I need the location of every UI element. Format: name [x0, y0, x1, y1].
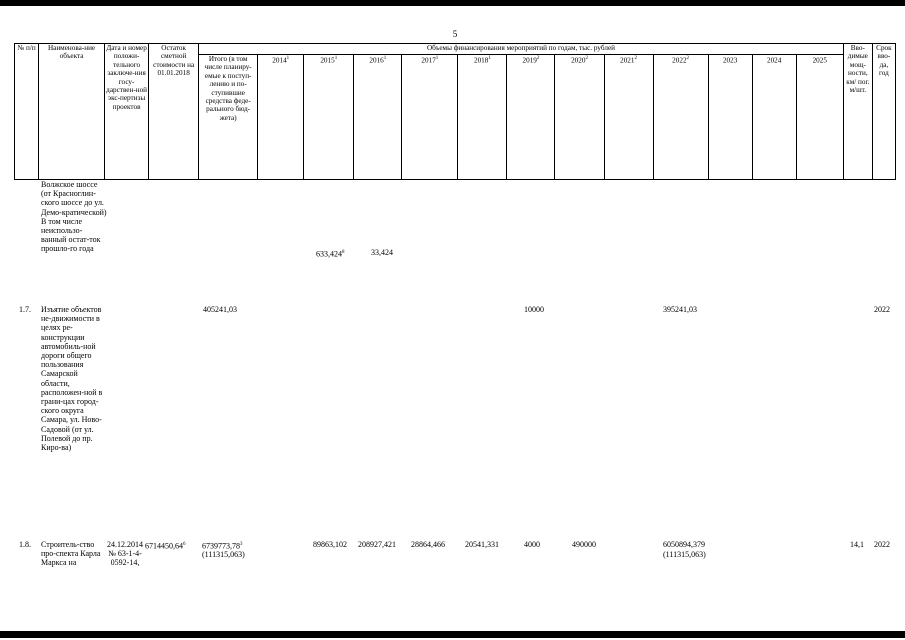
row-1-8-2015: 89863,102 — [313, 540, 347, 549]
header-year: 2014$^1$ — [258, 55, 304, 180]
row-1-8-remaining: 6714450,64$^6$ — [145, 541, 186, 551]
header-col-number: № п/п — [15, 44, 39, 180]
header-col-term: Срок вво-да, год — [872, 44, 895, 180]
header-col-expertise: Дата и номер положи-тельного заключе-ния госу-дарствен-ной экс-пертизы проектов — [105, 44, 149, 180]
header-year: 2020$^2$ — [555, 55, 604, 180]
row-1-7-term: 2022 — [874, 305, 890, 314]
row-1-8-name: Строитель-ство про-спекта Карла Маркса на — [41, 540, 101, 568]
row-1-7-2022: 395241,03 — [663, 305, 697, 314]
row-1-8-2018: 20541,331 — [465, 540, 499, 549]
header-year: 2025 — [796, 55, 843, 180]
row-1-8-expertise: 24.12.2014 № 63-1-4- 0592-14, — [107, 540, 143, 568]
header-year: 2022$^2$ — [653, 55, 708, 180]
header-year: 2019$^2$ — [507, 55, 555, 180]
row-continuation-name: Волжское шоссе (от Красноглин-ского шоссе до ул. Демо-кратической) В том числе неиспользо-ванный остат-ток прошло-го года — [41, 180, 107, 254]
row-1-8-2022-federal: (111315,063) — [663, 550, 706, 559]
row-1-8-capacity: 14,1 — [850, 540, 864, 549]
header-year: 2018$^1$ — [458, 55, 507, 180]
row-1-8-2022: 6050894,379 — [663, 540, 705, 549]
row-1-8-total: 6739773,78$^3$ — [202, 541, 243, 551]
row-1-7-number: 1.7. — [19, 305, 31, 314]
row-1-8-2020: 490000 — [572, 540, 596, 549]
row-1-7-name: Изъятие объектов не-движимости в целях ре-конструкции автомобиль-ной дороги общего пользования Самарской области, расположен-ной в грани-цах город-ского округа Самара, ул. Ново-Садовой (от ул. Полевой до пр. Киро-ва) — [41, 305, 103, 453]
header-year: 2023 — [708, 55, 752, 180]
header-col-capacity: Вво-димые мощ-ности, км/ пог. м/шт. — [843, 44, 872, 180]
page-number: 5 — [452, 29, 458, 39]
header-year: 2015$^1$ — [304, 55, 354, 180]
header-col-remaining: Остаток сметной стоимости на 01.01.2018 — [149, 44, 199, 180]
row-1-8-total-federal: (111315,063) — [202, 550, 245, 559]
header-year: 2017$^1$ — [402, 55, 458, 180]
header-year: 2016$^1$ — [354, 55, 402, 180]
row-1-8-term: 2022 — [874, 540, 890, 549]
row-1-7-total: 405241,03 — [203, 305, 237, 314]
row-continuation-2015: 633,424$^8$ — [316, 249, 345, 259]
header-col-total: Итого (в том числе планиру-емые к поступ-лению и по-ступившие средства феде-рального бюд-жета) — [199, 55, 258, 180]
header-funding-group: Объемы финансирования мероприятий по годам, тыс. рублей — [199, 44, 844, 55]
row-1-7-2019: 10000 — [524, 305, 544, 314]
header-year: 2024 — [752, 55, 796, 180]
row-1-8-2017: 28864,466 — [411, 540, 445, 549]
row-1-8-2016: 208927,421 — [358, 540, 396, 549]
bottom-rule — [0, 631, 905, 638]
row-1-8-2019: 4000 — [524, 540, 540, 549]
header-col-name: Наименова-ние объекта — [39, 44, 105, 180]
header-year: 2021$^2$ — [604, 55, 653, 180]
row-continuation-2016: 33,424 — [371, 248, 393, 257]
row-1-8-number: 1.8. — [19, 540, 31, 549]
